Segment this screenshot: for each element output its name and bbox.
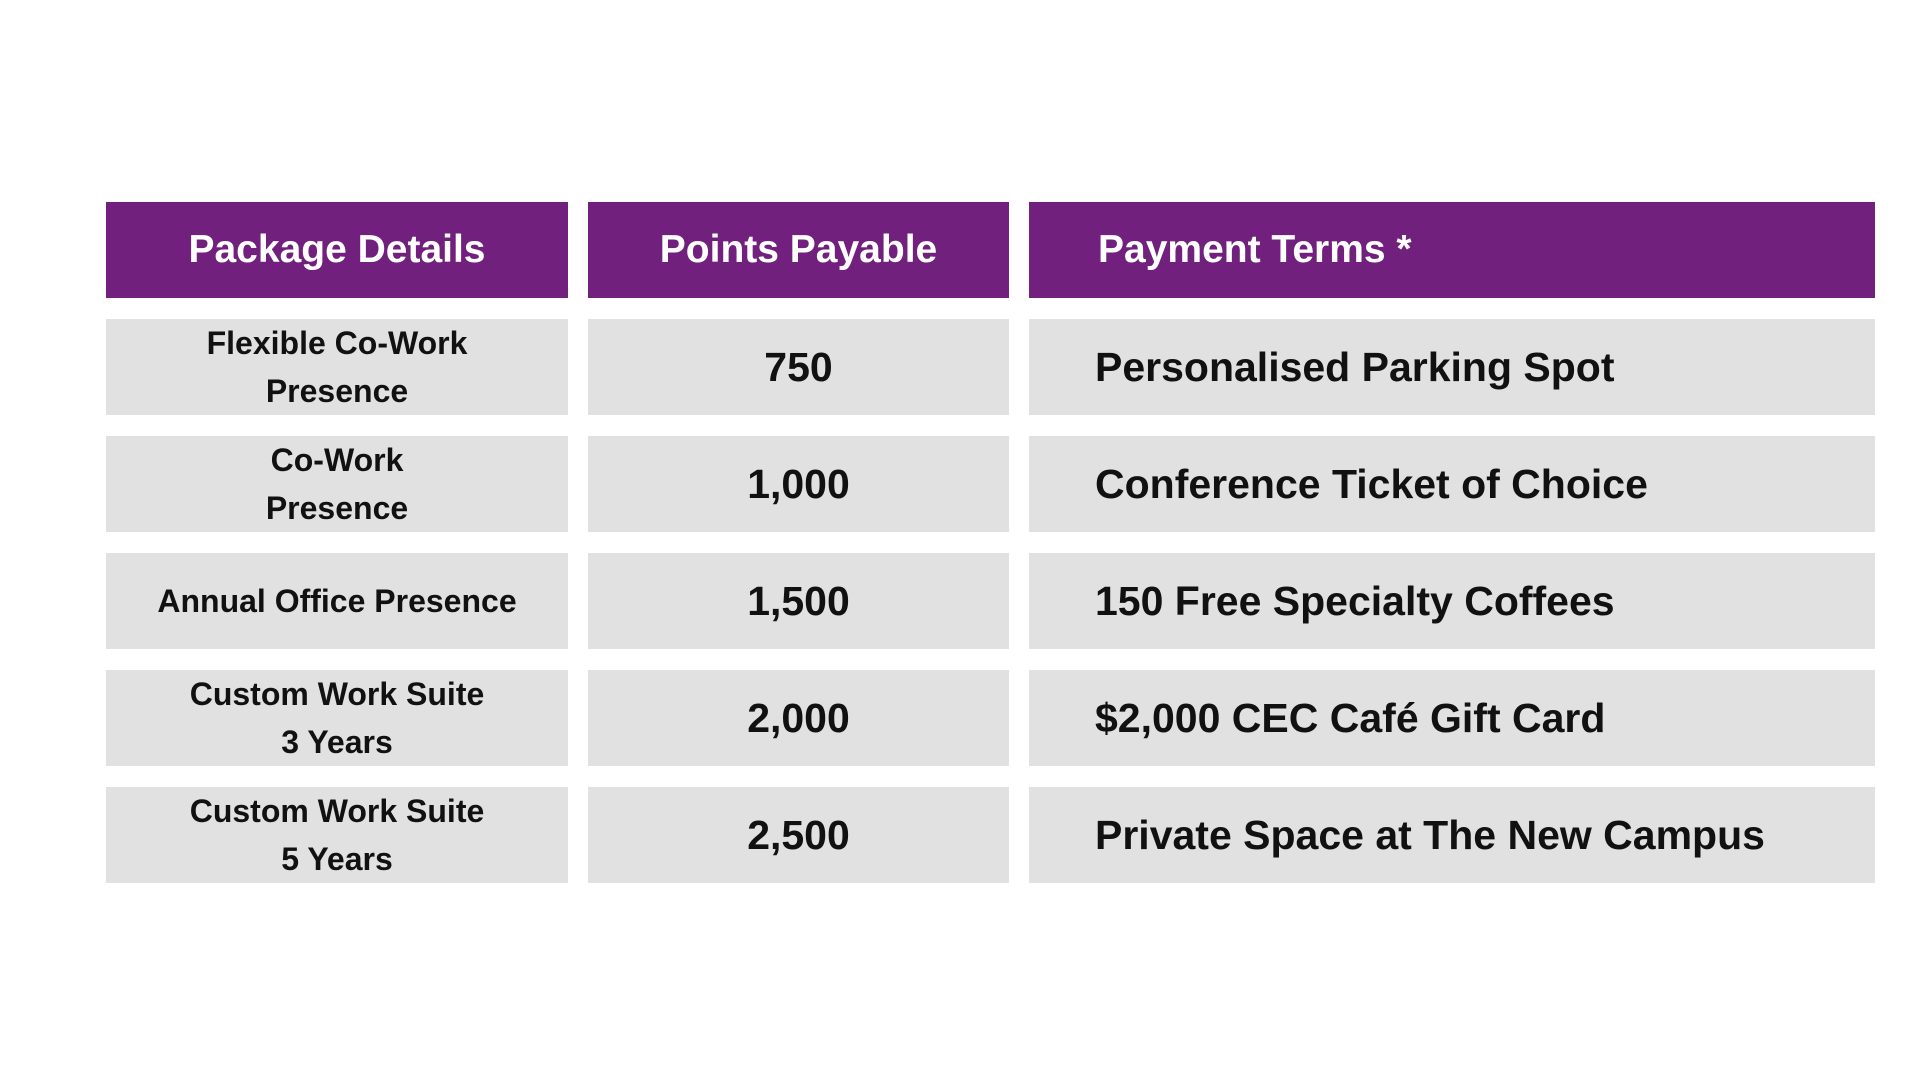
package-line: Flexible Co-Work (206, 325, 468, 361)
package-line: Custom Work Suite (189, 676, 485, 712)
header-package-details: Package Details (106, 202, 568, 298)
package-line: Custom Work Suite (189, 793, 485, 829)
terms-cell: Private Space at The New Campus (1029, 787, 1875, 883)
package-line: Presence (265, 490, 409, 526)
package-line: Presence (265, 373, 409, 409)
terms-cell: $2,000 CEC Café Gift Card (1029, 670, 1875, 766)
package-line: 3 Years (281, 724, 393, 760)
package-cell (106, 787, 568, 883)
package-line: 5 Years (281, 841, 393, 877)
package-cell (106, 319, 568, 415)
package-cell (106, 670, 568, 766)
package-cell (106, 553, 568, 649)
package-line: Co-Work (270, 442, 404, 478)
package-line: Annual Office Presence (157, 583, 517, 619)
terms-cell: Personalised Parking Spot (1029, 319, 1875, 415)
points-cell: 1,000 (588, 436, 1009, 532)
terms-cell: Conference Ticket of Choice (1029, 436, 1875, 532)
points-cell: 2,000 (588, 670, 1009, 766)
points-cell: 2,500 (588, 787, 1009, 883)
terms-cell: 150 Free Specialty Coffees (1029, 553, 1875, 649)
points-cell: 750 (588, 319, 1009, 415)
header-points-payable: Points Payable (588, 202, 1009, 298)
points-cell: 1,500 (588, 553, 1009, 649)
package-cell (106, 436, 568, 532)
header-payment-terms: Payment Terms * (1029, 202, 1875, 298)
packages-table (106, 202, 1874, 883)
